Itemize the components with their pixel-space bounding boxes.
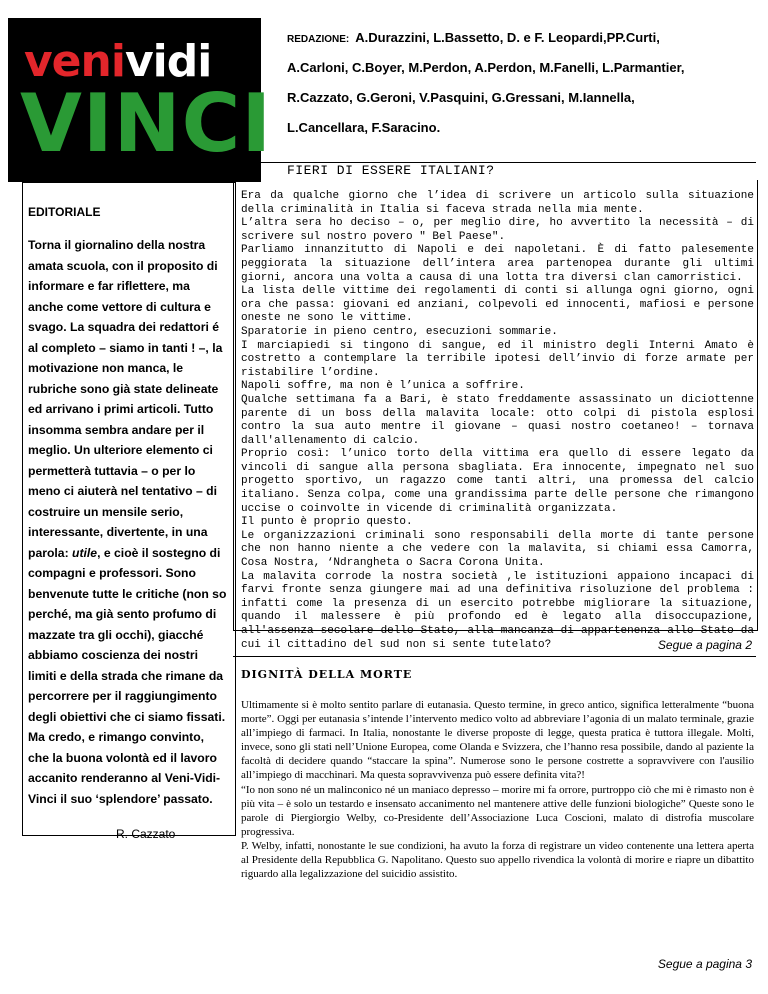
- staff-line: A.Durazzini, L.Bassetto, D. e F. Leopardi,PP.Curti,: [355, 30, 660, 45]
- article1-paragraph: Proprio così: l’unico torto della vittima era quello di essere legato da vincoli di sangue alla persona sbagliata. Era innocente, impegnato nel suo progetto sportivo, un ragazzo come tanti altri, una promessa del calcio italiano. Senza colpa, come una grandissima parte delle persone che rimangono uccise o coinvolte in vicende di criminalità organizzata.: [241, 448, 754, 515]
- article1-paragraph: L’altra sera ho deciso – o, per meglio dire, ho avvertito la necessità – di scrivere sul nostro povero " Bel Paese".: [241, 217, 754, 243]
- article1-body: [241, 190, 754, 652]
- article2-paragraph: “Io non sono né un malinconico né un maniaco depresso – morire mi fa orrore, purtroppo ciò che mi è rimasto non è più vita – è solo un testardo e insensato accanimento nel mantenere attive delle funzioni biologiche” Queste sono le parole di Piergiorgio Welby, co-Presidente dell’Associazione Luca Coscioni, malato di distrofia muscolare progressiva.: [241, 783, 754, 838]
- article1-paragraph: Sparatorie in pieno centro, esecuzioni sommarie.: [241, 325, 558, 338]
- masthead-logo: [8, 18, 273, 182]
- article1-paragraph: Le organizzazioni criminali sono responsabili della morte di tante persone che non hanno niente a che vedere con la malavita, si chiami essa Camorra, Cosa Nostra, ‘Ndrangheta o Sacra Corona Unita.: [241, 529, 754, 570]
- article1-continued: Segue a pagina 2: [657, 638, 752, 652]
- article1-paragraph: I marciapiedi si tingono di sangue, ed il ministro degli Interni Amato è costretto a contemplare la terribile ipotesi dell’invio di forze armate per ristabilire l’ordine.: [241, 339, 754, 379]
- editorial-heading: EDITORIALE: [28, 205, 101, 219]
- article1-paragraph: Era da qualche giorno che l’idea di scrivere un articolo sulla situazione della criminalità in Italia si faceva strada nella mia mente.: [241, 190, 754, 216]
- article1-paragraph: Parliamo innanzitutto di Napoli e dei napoletani. È di fatto palesemente peggiorata la situazione dell’intera area partenopea durante gli ultimi giorni, ancora una volta a causa di una lotta tra diversi clan camorristici.: [241, 244, 754, 284]
- article1-paragraph: Napoli soffre, ma non è l’unica a soffrire.: [241, 380, 525, 393]
- article2-body: [241, 698, 754, 881]
- editorial-staff: [287, 28, 757, 148]
- article1-paragraph: Il punto è proprio questo.: [241, 516, 413, 529]
- staff-label: REDAZIONE:: [287, 34, 350, 45]
- editorial-signature: R. Cazzato: [116, 827, 176, 841]
- staff-line: A.Carloni, C.Boyer, M.Perdon, A.Perdon, M.Fanelli, L.Parmantier,: [287, 60, 685, 75]
- article1-title: FIERI DI ESSERE ITALIANI?: [287, 163, 495, 178]
- article1-paragraph: La malavita corrode la nostra società ,le istituzioni appaiono incapaci di farvi fronte senza giungere mai ad una definitiva risoluzione del problema : infatti come la presenza di un esercito potrebbe migliorare la situazione, quando il malessere è più profondo ed è legato alla disoccupazione, all'assenza secolare dello Stato, alla mancanza di appartenenza allo Stato da cui il cittadino del sud non si sente tutelato?: [241, 570, 754, 651]
- article2-title: DIGNITÀ DELLA MORTE: [241, 668, 413, 681]
- logo-veni: veni: [24, 36, 125, 87]
- logo-vidi: vidi: [124, 36, 212, 87]
- divider: [233, 656, 756, 657]
- editorial-text: Torna il giornalino della nostra amata scuola, con il proposito di informare e far riflettere, ma anche come vettore di cultura e svago. La squadra dei redattori é al completo – siamo in tanti ! –, la motivazione non manca, le rubriche sono già state delineate ed arrivano i primi articoli. Tutto insomma sembra andare per il meglio. Un ulteriore elemento ci permetterà tuttavia – o per lo meno ci aiuterà nel tentativo – di costruire un mensile serio, interessante, divertente, in una parola: utile, e cioè il sostegno di compagni e professori. Sono benvenute tutte le critiche (non so perché, ma già sento profumo di mazzate tra gli occhi), giacché abbiamo coscienza dei nostri limiti e della strada che rimane da percorrere per il raggiungimento degli obiettivi che ci siamo fissati. Ma credo, e rimango convinto, che la buona volontà ed il lavoro accanito renderanno al Veni-Vidi-Vinci il suo ‘splendore’ passato.: [28, 238, 227, 806]
- article1-paragraph: La lista delle vittime dei regolamenti di conti si allunga ogni giorno, ogni ora che passa: giovani ed anziani, colpevoli ed innocenti, mafiosi e persone oneste ne sono le vittime.: [241, 285, 754, 325]
- staff-line: R.Cazzato, G.Geroni, V.Pasquini, G.Gressani, M.Iannella,: [287, 90, 635, 105]
- article2-paragraph: Ultimamente si è molto sentito parlare di eutanasia. Questo termine, in greco antico, significa letteralmente “buona morte”. Oggi per eutanasia s’intende l’intervento medico volto ad abbreviare l’agonia di un malato terminale, grazie all’impiego di farmaci. In Italia, nonostante le diverse proposte di legge, questa pratica è tuttora illegale. Molti, invece, sono gli stati nell’Unione Europea, come Olanda e Svizzera, che l’hanno resa possibile, dando al paziente la facoltà di decidere quando “staccare la spina”. Numerose sono le persone costrette a sopravvivere con l'ausilio all’impiego di macchinari. Ma questa sopravvivenza può essere definita vita?!: [241, 699, 754, 782]
- article1-paragraph: Qualche settimana fa a Bari, è stato freddamente assassinato un diciottenne parente di un boss della malavita locale: otto colpi di pistola esplosi contro la sua auto mentre il giovane – quasi nostro coetaneo! – tornava dall'allenamento di calcio.: [241, 393, 754, 447]
- article2-continued: Segue a pagina 3: [657, 957, 752, 971]
- logo-vinci: VINCI: [20, 77, 273, 170]
- article2-paragraph: P. Welby, infatti, nonostante le sue condizioni, ha avuto la forza di registrare un video contenente una lettera aperta al Presidente della Repubblica G. Napolitano. Questo suo appello rivendica la volontà di morire e riapre un dibattito riguardo alla legalizzazione del suicidio assistito.: [241, 839, 754, 881]
- editorial-box: [22, 182, 236, 836]
- staff-line: L.Cancellara, F.Saracino.: [287, 120, 441, 135]
